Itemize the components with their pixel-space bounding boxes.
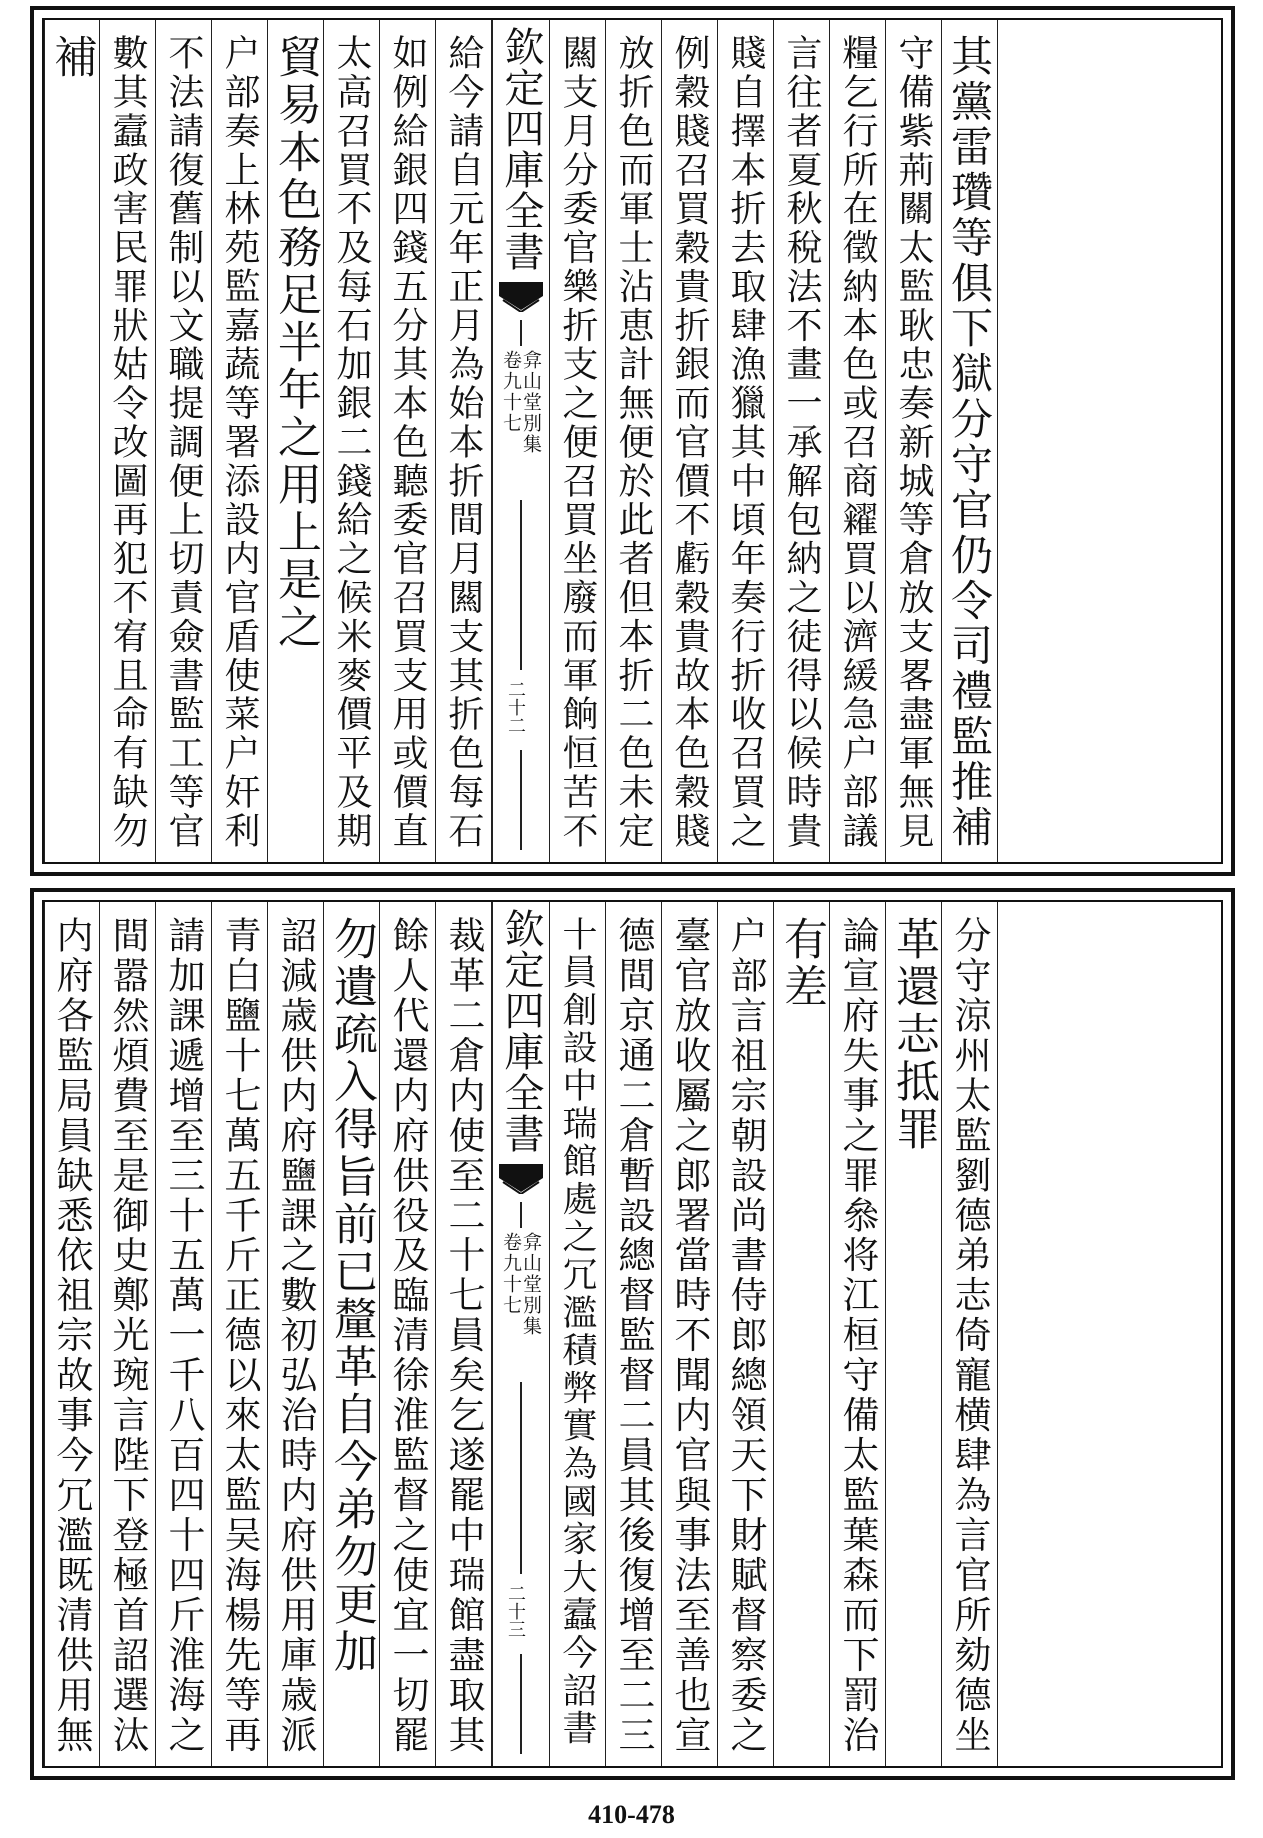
fishtail-mark-icon [499, 1164, 543, 1194]
margin-rule [520, 500, 522, 670]
text-column [268, 902, 324, 1766]
text-column [830, 902, 886, 1766]
column-text: 例穀賤召買穀貴折銀而官價不虧穀貴故本色穀賤 [669, 34, 710, 851]
column-text: 數其蠧政害民罪狀姑令改圖再犯不宥且命有缺勿 [107, 34, 148, 851]
bottom-page [30, 888, 1235, 1780]
text-column [436, 20, 492, 862]
column-text: 闗支月分委官樂折支之便召買坐廢而軍餉恒苦不 [557, 34, 598, 851]
text-column [774, 902, 830, 1766]
fishtail-mark-icon [499, 282, 543, 312]
book-title: 欽定四庫全書 [498, 26, 544, 272]
text-column [550, 20, 606, 862]
column-text: 德間京通二倉暫設總督監督二員其後復增至二三 [612, 916, 655, 1756]
volume-number: 卷九十七 [500, 1232, 522, 1316]
text-column [662, 20, 718, 862]
text-column [436, 902, 492, 1766]
column-text: 勿遺疏入得旨前已釐革自今弟勿更加 [326, 916, 377, 1676]
text-column [886, 20, 942, 862]
column-text: 分守涼州太監劉德弟志倚寵横肆為言官所劾德坐 [948, 916, 991, 1756]
text-column [830, 20, 886, 862]
column-text: 十員創設中瑞館處之冗濫積弊實為國家大蠧今詔書 [557, 916, 597, 1748]
book-title: 欽定四庫全書 [498, 908, 544, 1154]
margin-rule [520, 1202, 522, 1228]
column-text: 如例給銀四錢五分其本色聽委官召買支用或價直 [387, 34, 428, 851]
text-column [718, 20, 774, 862]
text-column [380, 902, 436, 1766]
page-code: 410-478 [588, 1800, 675, 1829]
text-column [100, 20, 156, 862]
text-column [100, 902, 156, 1766]
folio-number: 二十二 [505, 680, 526, 734]
text-column [774, 20, 830, 862]
collection-name: 弇山堂別集 [520, 1232, 542, 1337]
column-text: 給今請自元年正月為始本折間月闗支其折色每石 [443, 34, 484, 851]
column-text: 間嚣然煩費至是御史鄭光琬言陛下登極首詔選汰 [106, 916, 149, 1756]
center-margin-strip [492, 902, 550, 1766]
text-column [212, 902, 268, 1766]
text-column [380, 20, 436, 862]
text-column [550, 902, 606, 1766]
margin-rule [520, 1382, 522, 1574]
column-text: 青白鹽十七萬五千斤正德以來太監吴海楊先等再 [218, 916, 261, 1756]
text-column [942, 902, 998, 1766]
column-text: 户部言祖宗朝設尚書侍郎總領天下財賦督察委之 [724, 916, 767, 1756]
margin-rule [520, 750, 522, 850]
folio-number: 二十三 [505, 1584, 526, 1638]
column-text: 其黨雷瓚等俱下獄分守官仍令司禮監推補 [945, 34, 994, 851]
text-column [718, 902, 774, 1766]
text-column [324, 20, 380, 862]
text-column [942, 20, 998, 862]
column-text: 革還志抵罪 [888, 916, 939, 1154]
column-text: 不法請復舊制以文職提調便上切責僉書監工等官 [163, 34, 204, 851]
text-column [606, 20, 662, 862]
collection-name: 弇山堂別集 [520, 350, 542, 455]
column-text: 糧乞行所在徵納本色或召商糴買以濟緩急户部議 [837, 34, 878, 851]
column-text: 請加課遞增至三十五萬一千八百四十四斤淮海之 [162, 916, 205, 1756]
top-page [30, 6, 1235, 876]
text-column [268, 20, 324, 862]
bottom-page-frame [42, 900, 1223, 1768]
column-text: 户部奏上林苑監嘉蔬等署添設内官盾使菜户奸利 [219, 34, 260, 851]
text-column [662, 902, 718, 1766]
column-text: 賤自擇本折去取肆漁獵其中頃年奏行折收召買之 [725, 34, 766, 851]
column-text: 裁革二倉内使至二十七員矣乞遂罷中瑞館盡取其 [442, 916, 485, 1756]
text-column [44, 902, 100, 1766]
column-text: 臺官放收屬之郎署當時不聞内官與事法至善也宣 [668, 916, 711, 1756]
text-column [156, 20, 212, 862]
text-column [606, 902, 662, 1766]
text-column [156, 902, 212, 1766]
column-text: 貿易本色務足半年之用上是之 [270, 34, 321, 652]
volume-number: 卷九十七 [500, 350, 522, 434]
column-text: 守備紫荊關太監耿忠奏新城等倉放支畧盡軍無見 [893, 34, 934, 851]
column-text: 餘人代還内府供役及臨清徐淮監督之使宜一切罷 [386, 916, 429, 1756]
center-margin-strip [492, 20, 550, 862]
column-text: 有差 [776, 916, 827, 1011]
margin-rule [520, 320, 522, 346]
top-page-frame [42, 18, 1223, 864]
column-text: 論宣府失事之罪叅将江桓守備太監葉森而下罰治 [836, 916, 879, 1756]
text-column [212, 20, 268, 862]
text-column [324, 902, 380, 1766]
column-text: 内府各監局員缺悉依祖宗故事今冗濫既清供用無 [50, 916, 93, 1756]
column-text: 補 [46, 34, 97, 82]
column-text: 詔減歳供内府鹽課之數初弘治時内府供用庫歳派 [274, 916, 317, 1756]
margin-rule [520, 1654, 522, 1754]
column-text: 言往者夏秋稅法不畫一承解包納之徒得以候時貴 [781, 34, 822, 851]
column-text: 放折色而軍士沾恵計無便於此者但本折二色未定 [613, 34, 654, 851]
text-column [886, 902, 942, 1766]
column-text: 太高召買不及每石加銀二錢給之候米麥價平及期 [331, 34, 372, 851]
text-column [44, 20, 100, 862]
